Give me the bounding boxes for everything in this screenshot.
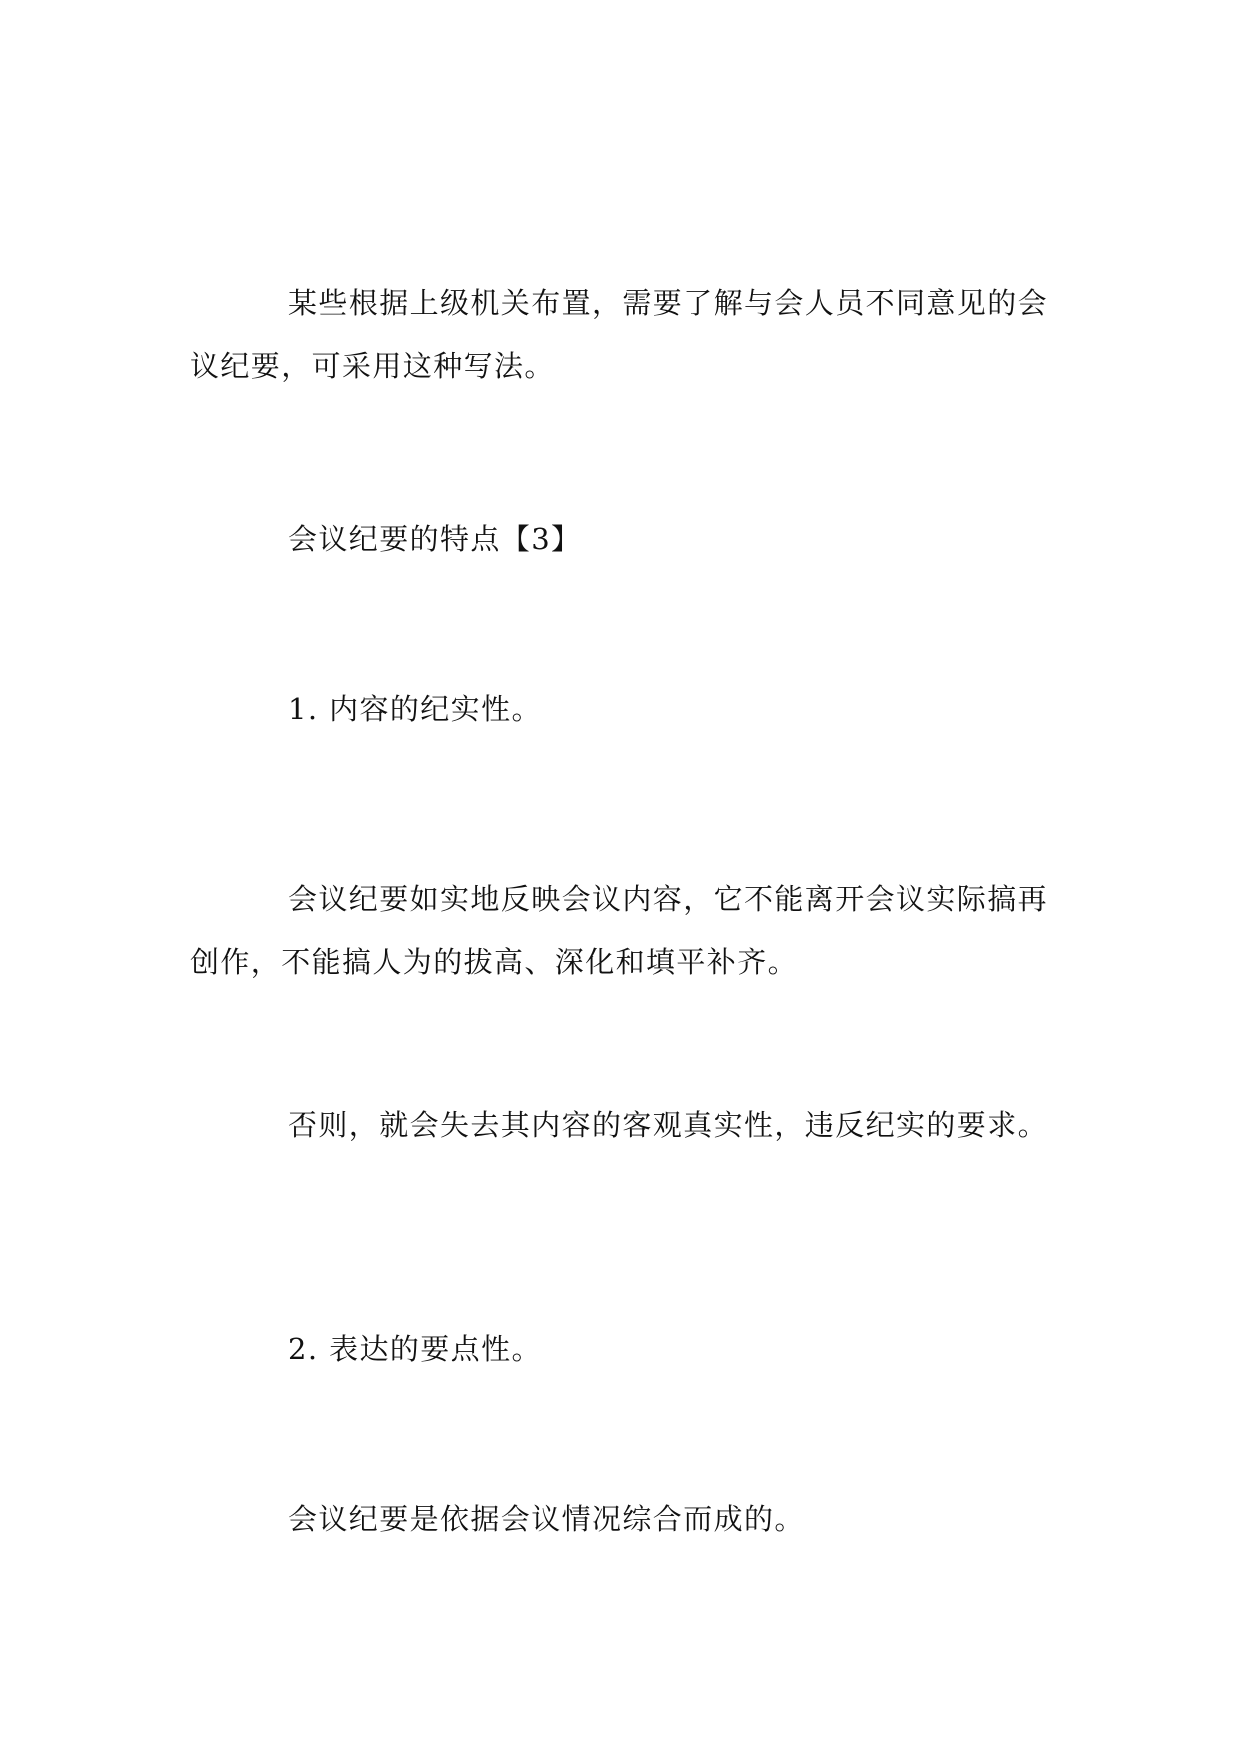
point-heading-key-points: 2. 表达的要点性。: [288, 1332, 542, 1366]
paragraph-reflect-content: 会议纪要如实地反映会议内容，它不能离开会议实际搞再创作，不能搞人为的拔高、深化和填平补齐。: [190, 882, 1049, 979]
paragraph-dissenting-opinions: 某些根据上级机关布置，需要了解与会人员不同意见的会议纪要，可采用这种写法。: [190, 286, 1049, 383]
paragraph-comprehensive: 会议纪要是依据会议情况综合而成的。: [288, 1502, 805, 1536]
point-heading-documentary: 1. 内容的纪实性。: [288, 692, 542, 726]
paragraph-objectivity: 否则，就会失去其内容的客观真实性，违反纪实的要求。: [288, 1108, 1049, 1142]
section-heading-features: 会议纪要的特点【3】: [288, 522, 582, 556]
